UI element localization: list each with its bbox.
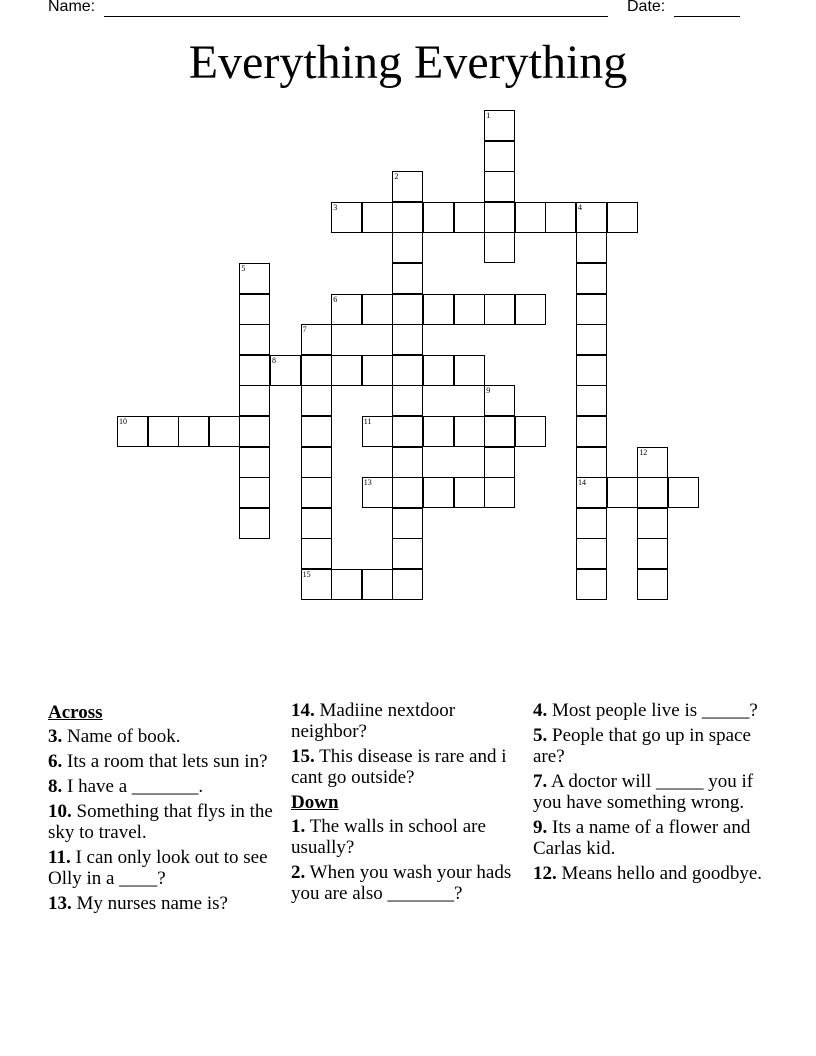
clue-number: 1. xyxy=(291,816,306,837)
grid-cell[interactable] xyxy=(178,416,209,447)
grid-cell[interactable] xyxy=(331,569,362,600)
clue-down-2 xyxy=(291,862,516,904)
name-label: Name: xyxy=(48,0,96,15)
grid-cell[interactable] xyxy=(637,508,668,539)
grid-cell[interactable] xyxy=(239,355,270,386)
grid-cell[interactable] xyxy=(576,385,607,416)
down-heading: Down xyxy=(291,792,339,813)
grid-cell[interactable] xyxy=(484,294,515,325)
grid-cell[interactable] xyxy=(392,232,423,263)
clue-text: People that go up in space are? xyxy=(533,725,751,767)
grid-cell[interactable] xyxy=(392,508,423,539)
clue-across-10 xyxy=(48,801,273,843)
clue-text: When you wash your hads you are also _______? xyxy=(291,862,512,904)
grid-cell[interactable] xyxy=(576,232,607,263)
cell-number: 11 xyxy=(363,417,372,426)
grid-cell[interactable] xyxy=(239,447,270,478)
clue-column-2 xyxy=(291,700,516,908)
clue-down-5 xyxy=(533,725,773,767)
grid-cell[interactable] xyxy=(392,569,423,600)
clue-number: 3. xyxy=(48,726,63,747)
grid-cell[interactable] xyxy=(484,416,515,447)
grid-cell[interactable] xyxy=(301,416,332,447)
clue-text: My nurses name is? xyxy=(76,893,228,914)
grid-cell[interactable] xyxy=(239,416,270,447)
grid-cell[interactable] xyxy=(637,447,668,478)
clue-text: Most people live is _____? xyxy=(552,700,758,721)
grid-cell[interactable] xyxy=(392,385,423,416)
clue-number: 14. xyxy=(291,700,315,721)
grid-cell[interactable] xyxy=(331,294,362,325)
grid-cell[interactable] xyxy=(362,569,393,600)
grid-cell[interactable] xyxy=(392,294,423,325)
clue-text: Means hello and goodbye. xyxy=(561,863,763,884)
grid-cell[interactable] xyxy=(301,477,332,508)
clue-down-12 xyxy=(533,863,773,884)
grid-cell[interactable] xyxy=(301,508,332,539)
grid-cell[interactable] xyxy=(239,324,270,355)
grid-cell[interactable] xyxy=(484,141,515,172)
grid-cell[interactable] xyxy=(392,202,423,233)
grid-cell[interactable] xyxy=(423,416,454,447)
grid-cell[interactable] xyxy=(576,538,607,569)
clue-column-3 xyxy=(533,700,773,888)
grid-cell[interactable] xyxy=(576,202,607,233)
cell-number: 8 xyxy=(272,355,276,365)
grid-cell[interactable] xyxy=(668,477,699,508)
cell-number: 12 xyxy=(639,447,648,457)
clue-text: Something that flys in the sky to travel. xyxy=(48,801,273,843)
clue-across-11 xyxy=(48,847,273,889)
grid-cell[interactable] xyxy=(239,508,270,539)
grid-cell[interactable] xyxy=(301,385,332,416)
grid-cell[interactable] xyxy=(607,202,638,233)
grid-cell[interactable] xyxy=(576,355,607,386)
cell-number: 1 xyxy=(486,111,491,120)
grid-cell[interactable] xyxy=(484,171,515,202)
clue-across-8 xyxy=(48,776,273,797)
grid-cell[interactable] xyxy=(331,355,362,386)
grid-cell[interactable] xyxy=(270,355,301,386)
grid-cell[interactable] xyxy=(362,416,393,447)
grid-cell[interactable] xyxy=(637,477,668,508)
grid-cell[interactable] xyxy=(423,202,454,233)
grid-cell[interactable] xyxy=(239,263,270,294)
grid-cell[interactable] xyxy=(331,202,362,233)
date-label: Date: xyxy=(627,0,666,15)
grid-cell[interactable] xyxy=(362,202,393,233)
grid-cell[interactable] xyxy=(576,477,607,508)
clue-number: 2. xyxy=(291,862,306,883)
grid-cell[interactable] xyxy=(484,232,515,263)
grid-cell[interactable] xyxy=(576,263,607,294)
page-title: Everything Everything xyxy=(188,36,628,89)
cell-number: 4 xyxy=(578,202,582,212)
cell-number: 5 xyxy=(241,264,246,273)
grid-cell[interactable] xyxy=(301,355,332,386)
clue-across-14 xyxy=(291,700,516,742)
clue-number: 13. xyxy=(48,893,72,914)
cell-number: 10 xyxy=(119,417,127,426)
grid-cell[interactable] xyxy=(454,202,485,233)
grid-cell[interactable] xyxy=(362,355,393,386)
clue-text: I can only look out to see Olly in a ____? xyxy=(48,847,268,889)
grid-cell[interactable] xyxy=(484,385,515,416)
clue-column-1 xyxy=(48,700,273,918)
clue-across-3 xyxy=(48,726,273,747)
grid-cell[interactable] xyxy=(117,416,148,447)
clue-down-1 xyxy=(291,816,516,858)
cell-number: 14 xyxy=(578,478,586,488)
grid-cell[interactable] xyxy=(392,416,423,447)
grid-cell[interactable] xyxy=(576,508,607,539)
clue-number: 6. xyxy=(48,751,63,772)
clue-across-6 xyxy=(48,751,273,772)
clue-number: 15. xyxy=(291,746,315,767)
clue-text: Madiine nextdoor neighbor? xyxy=(291,700,456,742)
grid-cell[interactable] xyxy=(515,416,546,447)
grid-cell[interactable] xyxy=(454,477,485,508)
grid-cell[interactable] xyxy=(301,569,332,600)
grid-cell[interactable] xyxy=(484,447,515,478)
clue-down-9 xyxy=(533,817,773,859)
clue-text: I have a _______. xyxy=(67,776,204,797)
grid-cell[interactable] xyxy=(239,477,270,508)
cell-number: 9 xyxy=(486,386,491,396)
clue-text: This disease is rare and i cant go outside? xyxy=(291,746,507,788)
grid-cell[interactable] xyxy=(392,263,423,294)
grid-cell[interactable] xyxy=(576,324,607,355)
grid-cell[interactable] xyxy=(239,385,270,416)
grid-cell[interactable] xyxy=(484,110,515,141)
clue-across-13 xyxy=(48,893,273,914)
clue-number: 4. xyxy=(533,700,548,721)
grid-cell[interactable] xyxy=(515,294,546,325)
grid-cell[interactable] xyxy=(484,477,515,508)
grid-cell[interactable] xyxy=(607,477,638,508)
grid-cell[interactable] xyxy=(545,202,576,233)
clue-text: Its a name of a flower and Carlas kid. xyxy=(533,817,751,859)
clue-number: 8. xyxy=(48,776,63,797)
grid-cell[interactable] xyxy=(576,447,607,478)
grid-cell[interactable] xyxy=(454,355,485,386)
grid-cell[interactable] xyxy=(209,416,240,447)
grid-cell[interactable] xyxy=(392,477,423,508)
cell-number: 3 xyxy=(333,202,338,212)
grid-cell[interactable] xyxy=(301,538,332,569)
grid-cell[interactable] xyxy=(301,447,332,478)
grid-cell[interactable] xyxy=(423,294,454,325)
grid-cell[interactable] xyxy=(362,294,393,325)
clue-number: 9. xyxy=(533,817,548,838)
clue-text: A doctor will _____ you if you have something wrong. xyxy=(533,771,754,813)
grid-cell[interactable] xyxy=(515,202,546,233)
cell-number: 6 xyxy=(333,294,338,304)
clue-number: 5. xyxy=(533,725,548,746)
clue-text: Its a room that lets sun in? xyxy=(67,751,268,772)
grid-cell[interactable] xyxy=(576,569,607,600)
clue-number: 7. xyxy=(533,771,548,792)
grid-cell[interactable] xyxy=(637,569,668,600)
grid-cell[interactable] xyxy=(392,447,423,478)
clue-number: 12. xyxy=(533,863,557,884)
clue-number: 10. xyxy=(48,801,72,822)
grid-cell[interactable] xyxy=(392,538,423,569)
grid-cell[interactable] xyxy=(637,538,668,569)
cell-number: 13 xyxy=(363,478,372,488)
clue-down-4 xyxy=(533,700,773,721)
grid-cell[interactable] xyxy=(576,416,607,447)
grid-cell[interactable] xyxy=(423,355,454,386)
grid-cell[interactable] xyxy=(301,324,332,355)
grid-cell[interactable] xyxy=(392,324,423,355)
grid-cell[interactable] xyxy=(362,477,393,508)
cell-number: 2 xyxy=(394,172,399,182)
cell-number: 7 xyxy=(302,325,307,335)
clue-across-15 xyxy=(291,746,516,788)
grid-cell[interactable] xyxy=(484,202,515,233)
grid-cell[interactable] xyxy=(576,294,607,325)
clue-number: 11. xyxy=(48,847,71,868)
grid-cell[interactable] xyxy=(423,477,454,508)
across-heading: Across xyxy=(48,702,103,723)
grid-cell[interactable] xyxy=(454,294,485,325)
clue-text: Name of book. xyxy=(67,726,181,747)
grid-cell[interactable] xyxy=(392,355,423,386)
cell-number: 15 xyxy=(302,570,311,579)
grid-cell[interactable] xyxy=(454,416,485,447)
clue-text: The walls in school are usually? xyxy=(291,816,486,858)
clue-down-7 xyxy=(533,771,773,813)
grid-cell[interactable] xyxy=(148,416,179,447)
grid-cell[interactable] xyxy=(239,294,270,325)
grid-cell[interactable] xyxy=(392,171,423,202)
